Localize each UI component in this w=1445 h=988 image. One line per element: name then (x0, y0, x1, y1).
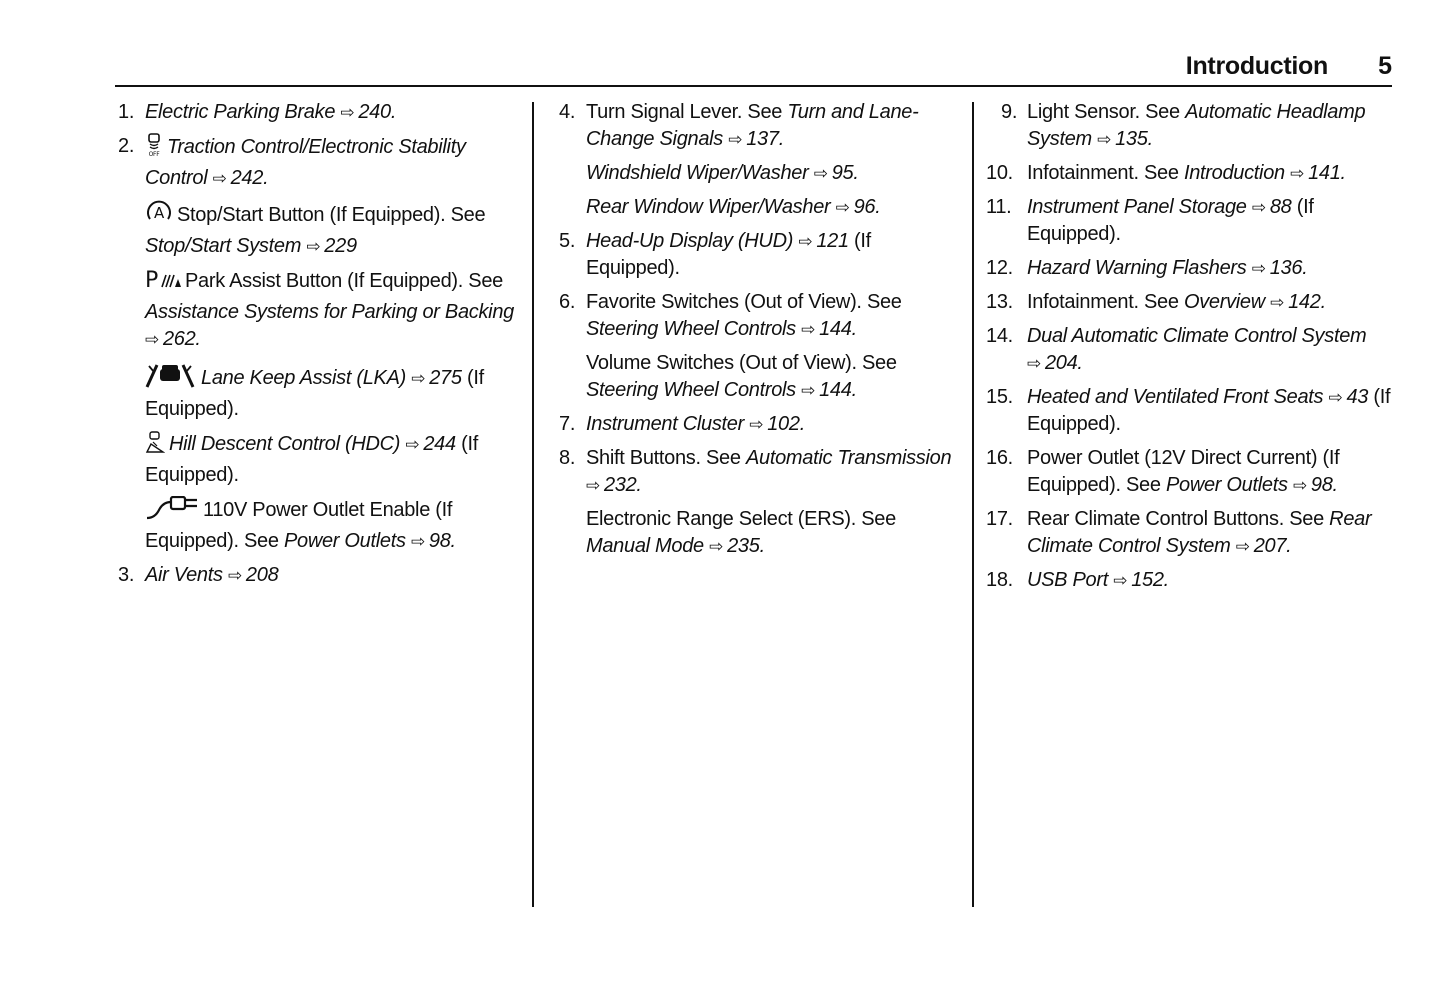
page-reference[interactable]: ⇨ 142. (1270, 291, 1326, 313)
page-reference[interactable]: ⇨ 144. (801, 379, 857, 401)
list-subitem: A Stop/Start Button (If Equipped). See Stop/Start System ⇨ 229 (118, 199, 518, 260)
section-title: Introduction (1185, 52, 1328, 80)
cross-reference-link[interactable]: Windshield Wiper/Washer (586, 162, 809, 184)
list-subitem: Hill Descent Control (HDC) ⇨ 244 (If Equipped). (118, 430, 518, 489)
cross-reference-link[interactable]: Heated and Ventilated Front Seats (1027, 386, 1324, 408)
list-item: 2. OFF Traction Control/Electronic Stability Control ⇨ 242. (118, 133, 518, 192)
page-reference[interactable]: ⇨ 204. (1027, 352, 1083, 374)
page-reference[interactable]: ⇨ 98. (411, 530, 456, 552)
cross-reference-link[interactable]: Rear Climate Control System (1027, 508, 1372, 557)
page-reference[interactable]: ⇨ 275 (411, 367, 461, 389)
list-item: 5. Head-Up Display (HUD) ⇨ 121 (If Equipped). (559, 228, 959, 282)
column-2 (559, 99, 959, 567)
cross-reference-link[interactable]: Overview (1183, 291, 1265, 313)
park-assist-icon (145, 267, 181, 299)
page-reference[interactable]: ⇨ 244 (405, 433, 455, 455)
list-subitem: Electronic Range Select (ERS). See Manual Mode ⇨ 235. (559, 506, 959, 560)
page-reference[interactable]: ⇨ 240. (340, 101, 396, 123)
auto-stop-icon (145, 199, 173, 233)
cross-reference-link[interactable]: Traction Control/Electronic Stability Control (145, 136, 466, 189)
page-reference[interactable]: ⇨ 136. (1252, 257, 1308, 279)
list-item: 7. Instrument Cluster ⇨ 102. (559, 411, 959, 438)
list-item: 1. Electric Parking Brake ⇨ 240. (118, 99, 518, 126)
page-reference[interactable]: ⇨ 137. (728, 128, 784, 150)
cross-reference-link[interactable]: Manual Mode (586, 535, 704, 557)
cross-reference-link[interactable]: Automatic Headlamp System (1027, 101, 1366, 150)
cross-reference-link[interactable]: Stop/Start System (145, 235, 302, 257)
cross-reference-link[interactable]: Electric Parking Brake (145, 101, 336, 123)
page-reference[interactable]: ⇨ 135. (1097, 128, 1153, 150)
list-subitem (559, 194, 959, 221)
page-reference[interactable]: ⇨ 152. (1113, 569, 1169, 591)
cross-reference-link[interactable]: Power Outlets (283, 530, 406, 552)
column-1 (118, 99, 518, 596)
column-divider (532, 102, 534, 907)
cross-reference-link[interactable]: Steering Wheel Controls (586, 318, 796, 340)
column-divider (972, 102, 974, 907)
page-reference[interactable]: ⇨ 102. (749, 413, 805, 435)
page-reference[interactable]: ⇨ 242. (213, 167, 269, 189)
list-item: 16. Power Outlet (12V Direct Current) (If Equipped). See Power Outlets ⇨ 98. (986, 445, 1396, 499)
lane-keep-assist-icon (145, 360, 197, 396)
list-subitem: 110V Power Outlet Enable (If Equipped). See Power Outlets ⇨ 98. (118, 496, 518, 555)
page-reference[interactable]: ⇨ 207. (1236, 535, 1292, 557)
list-item: 6. Favorite Switches (Out of View). See Steering Wheel Controls ⇨ 144. (559, 289, 959, 343)
page-reference[interactable]: ⇨ 235. (709, 535, 765, 557)
list-item: 4. Turn Signal Lever. See Turn and Lane-Change Signals ⇨ 137. (559, 99, 959, 153)
page-reference[interactable]: ⇨ 88 (1252, 196, 1292, 218)
header-rule (115, 85, 1392, 87)
page-reference[interactable]: ⇨ 121 (798, 230, 848, 252)
list-item: 8. Shift Buttons. See Automatic Transmission ⇨ 232. (559, 445, 959, 499)
page-reference[interactable]: ⇨ 208 (228, 564, 278, 586)
list-item: 11. Instrument Panel Storage ⇨ 88 (If Equipped). (986, 194, 1396, 248)
list-item: 12. Hazard Warning Flashers ⇨ 136. (986, 255, 1396, 282)
page-reference[interactable]: ⇨ 98. (1293, 474, 1338, 496)
cross-reference-link[interactable]: Instrument Panel Storage (1027, 196, 1247, 218)
cross-reference-link[interactable]: Air Vents (145, 564, 223, 586)
svg-text:OFF: OFF (148, 151, 160, 157)
list-item: 3. Air Vents ⇨ 208 (118, 562, 518, 589)
traction-off-icon (145, 133, 163, 165)
list-item: 9. Light Sensor. See Automatic Headlamp System ⇨ 135. (986, 99, 1396, 153)
list-item: 14. Dual Automatic Climate Control System ⇨ 204. (986, 323, 1396, 377)
list-item: 10. Infotainment. See Introduction ⇨ 141. (986, 160, 1396, 187)
page-reference[interactable]: ⇨ 144. (801, 318, 857, 340)
page-reference[interactable]: ⇨ 232. (586, 474, 642, 496)
svg-text:P: P (145, 268, 158, 291)
power-outlet-icon (145, 496, 199, 528)
page-reference[interactable]: ⇨ 95. (814, 162, 859, 184)
list-subitem (559, 160, 959, 187)
cross-reference-link[interactable]: Rear Window Wiper/Washer (586, 196, 831, 218)
cross-reference-link[interactable]: Lane Keep Assist (LKA) (201, 367, 406, 389)
page-reference[interactable]: ⇨ 141. (1290, 162, 1346, 184)
cross-reference-link[interactable]: USB Port (1027, 569, 1108, 591)
list-subitem: P Park Assist Button (If Equipped). See Assistance Systems for Parking or Backing ⇨ 262. (118, 267, 518, 353)
cross-reference-link[interactable]: Steering Wheel Controls (586, 379, 796, 401)
cross-reference-link[interactable]: Automatic Transmission (745, 447, 952, 469)
page-reference[interactable]: ⇨ 43 (1329, 386, 1369, 408)
hill-descent-icon (145, 430, 165, 462)
cross-reference-link[interactable]: Dual Automatic Climate Control System (1027, 325, 1367, 347)
list-item: 18. USB Port ⇨ 152. (986, 567, 1396, 594)
cross-reference-link[interactable]: Turn and Lane-Change Signals (586, 101, 919, 150)
list-item: 13. Infotainment. See Overview ⇨ 142. (986, 289, 1396, 316)
page-reference[interactable]: ⇨ 96. (836, 196, 881, 218)
cross-reference-link[interactable]: Hazard Warning Flashers (1027, 257, 1247, 279)
page-reference[interactable]: ⇨ 229 (306, 235, 356, 257)
list-item: 15. Heated and Ventilated Front Seats ⇨ 43 (If Equipped). (986, 384, 1396, 438)
list-subitem: Volume Switches (Out of View). See Steering Wheel Controls ⇨ 144. (559, 350, 959, 404)
cross-reference-link[interactable]: Assistance Systems for Parking or Backing (145, 301, 514, 323)
page-number: 5 (1378, 52, 1392, 80)
column-3 (986, 99, 1396, 601)
cross-reference-link[interactable]: Hill Descent Control (HDC) (169, 433, 401, 455)
cross-reference-link[interactable]: Head-Up Display (HUD) (586, 230, 794, 252)
page-header (115, 52, 1392, 86)
list-item: 17. Rear Climate Control Buttons. See Rear Climate Control System ⇨ 207. (986, 506, 1396, 560)
page-reference[interactable]: ⇨ 262. (145, 328, 201, 350)
cross-reference-link[interactable]: Power Outlets (1165, 474, 1288, 496)
list-subitem: Lane Keep Assist (LKA) ⇨ 275 (If Equipped). (118, 360, 518, 423)
cross-reference-link[interactable]: Introduction (1183, 162, 1285, 184)
svg-text:A: A (154, 204, 164, 222)
cross-reference-link[interactable]: Instrument Cluster (586, 413, 744, 435)
